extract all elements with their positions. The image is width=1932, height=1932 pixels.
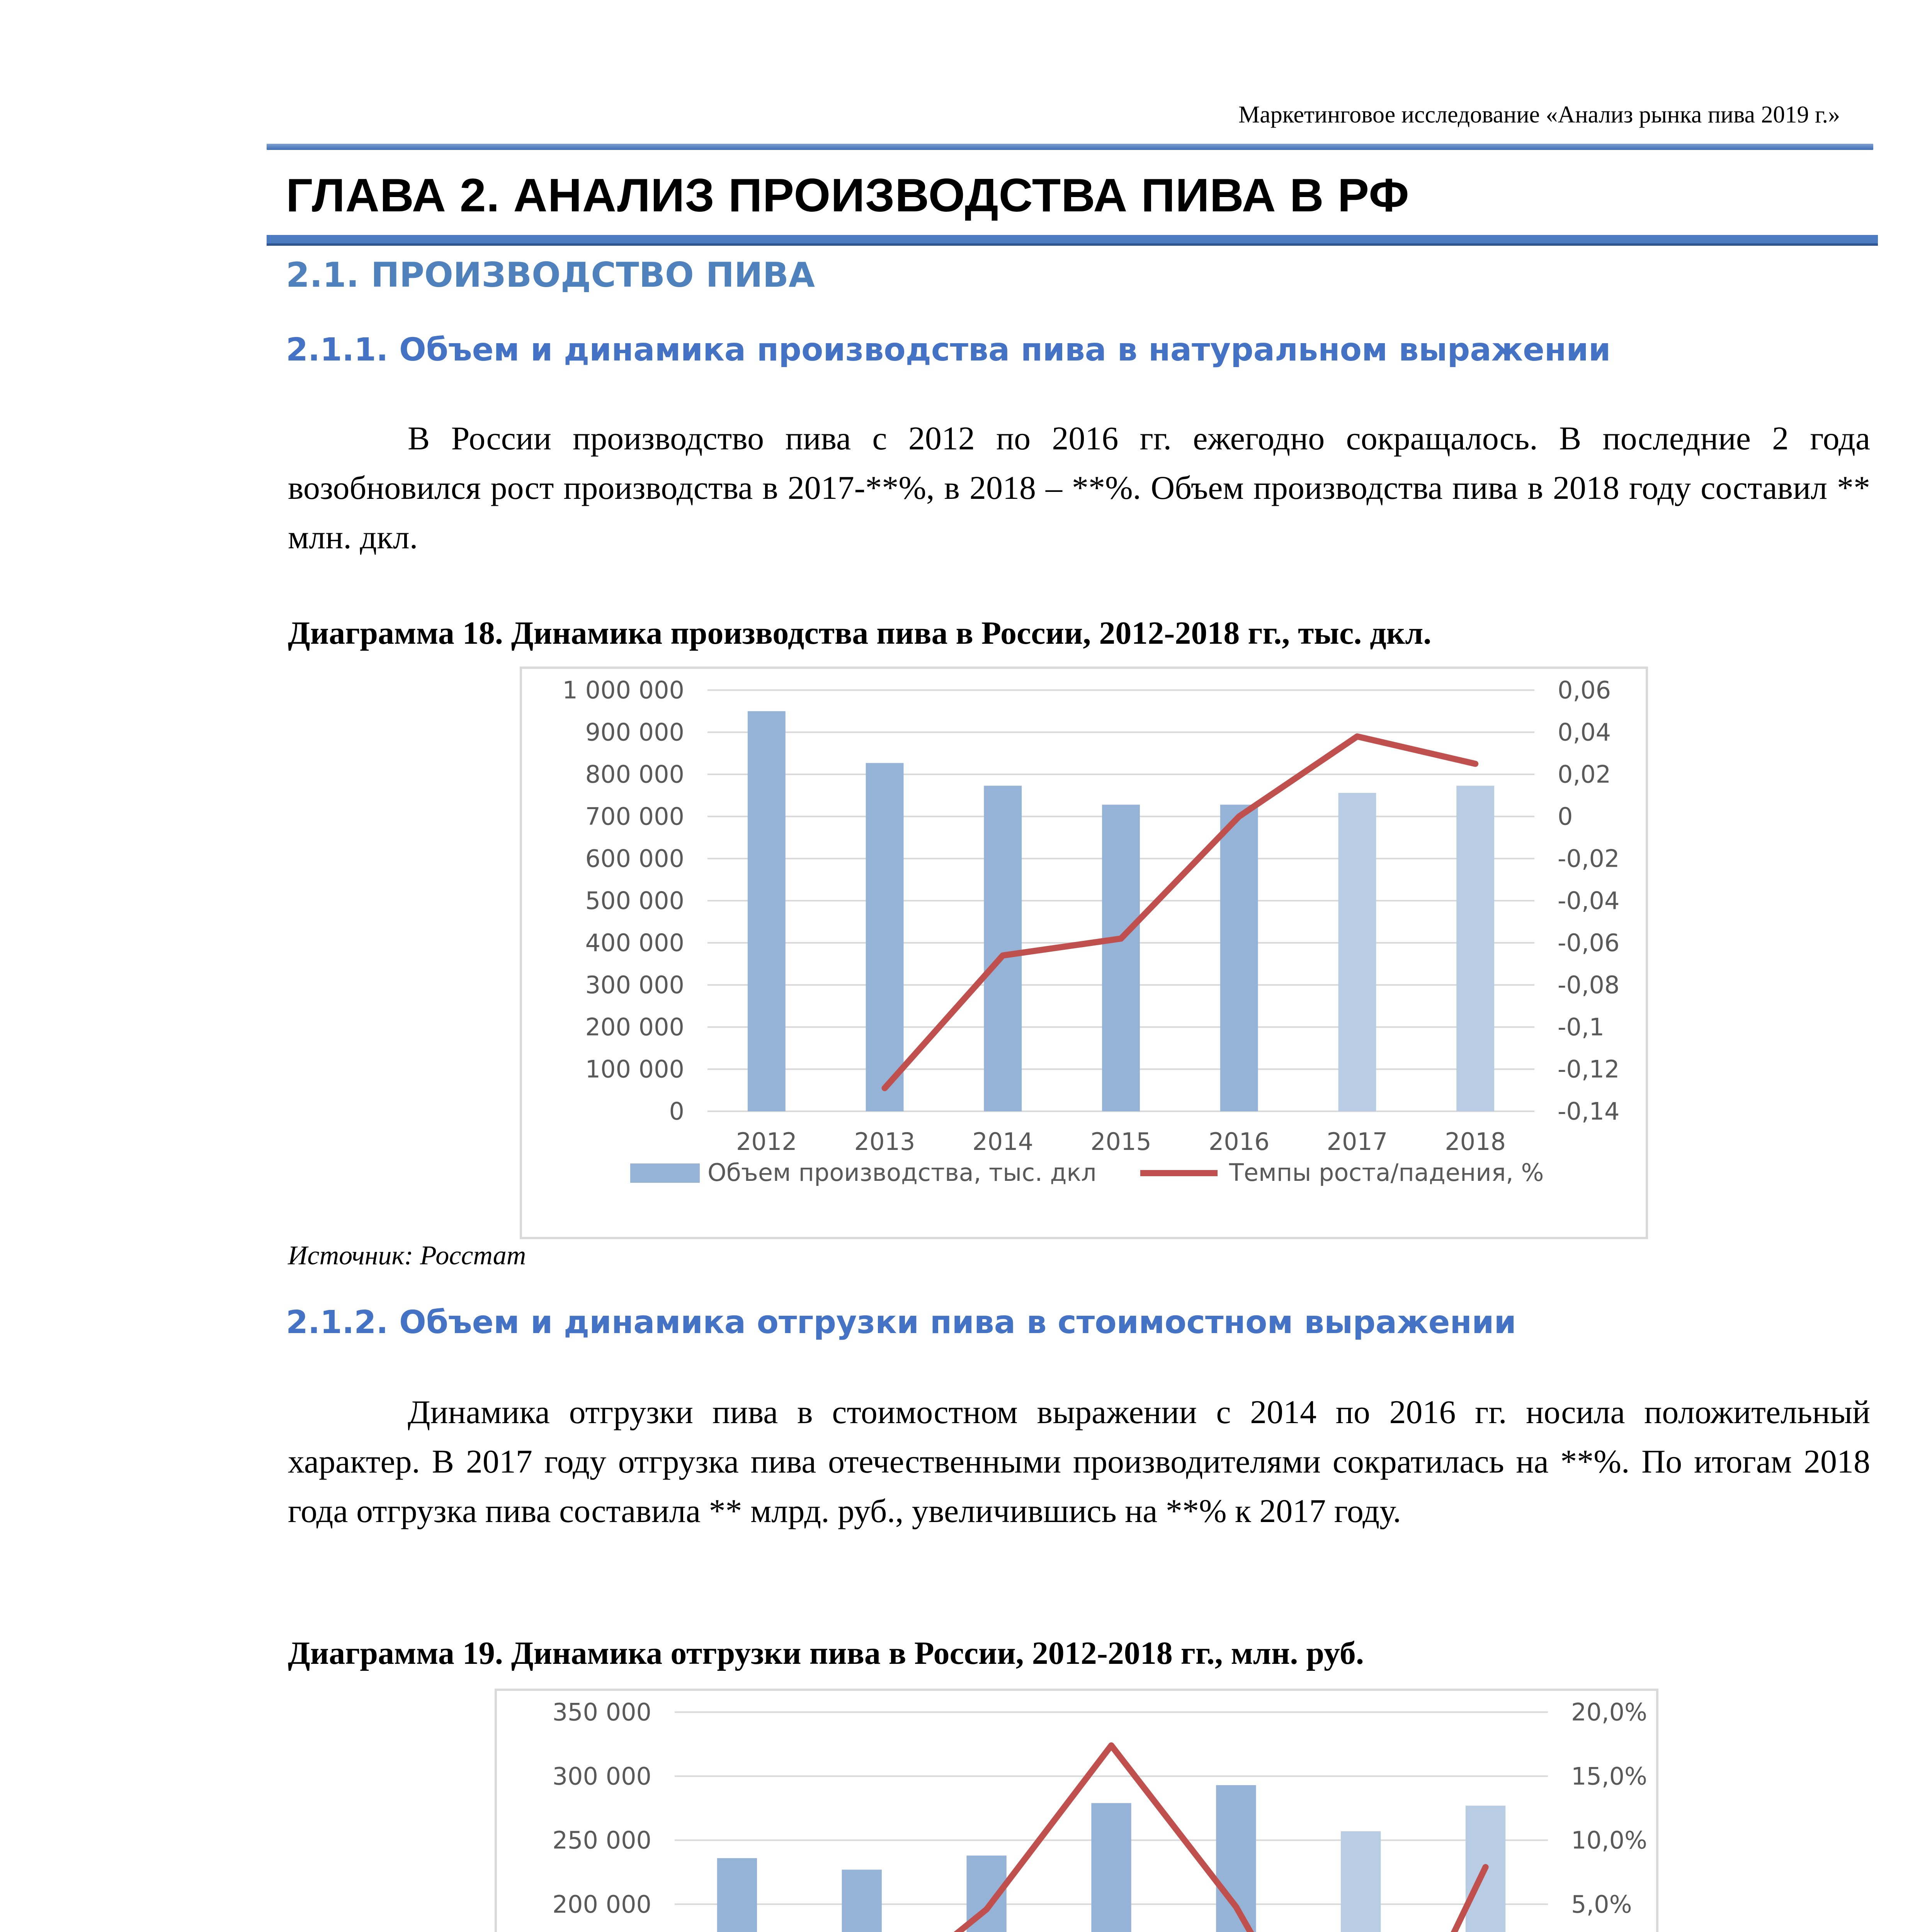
y-left-tick-label: 200 000 bbox=[585, 1013, 684, 1041]
x-tick-label: 2017 bbox=[1327, 1128, 1388, 1156]
bar-2012 bbox=[748, 711, 786, 1112]
legend-bar-swatch bbox=[630, 1163, 700, 1183]
x-tick-label: 2015 bbox=[1090, 1128, 1151, 1156]
subsection-title-shipment: 2.1.2. Объем и динамика отгрузки пива в стоимостном выражении bbox=[286, 1304, 1516, 1341]
y-left-tick-label: 300 000 bbox=[552, 1762, 651, 1791]
y-left-tick-label: 0 bbox=[669, 1097, 684, 1126]
y-left-tick-label: 700 000 bbox=[585, 802, 684, 831]
y-left-tick-label: 100 000 bbox=[585, 1055, 684, 1083]
diagram-18-source: Источник: Росстат bbox=[288, 1241, 526, 1270]
diagram-18-chart bbox=[520, 667, 1648, 1239]
y-left-tick-label: 200 000 bbox=[552, 1890, 651, 1918]
production-chart-svg bbox=[522, 669, 1646, 1237]
y-left-tick-label: 800 000 bbox=[585, 760, 684, 789]
chapter-rule bbox=[267, 235, 1878, 246]
bar-2013 bbox=[842, 1870, 882, 1932]
legend-line-label: Темпы роста/падения, % bbox=[1229, 1158, 1544, 1187]
x-tick-label: 2013 bbox=[854, 1128, 915, 1156]
growth-rate-line bbox=[885, 736, 1476, 1088]
bar-2017 bbox=[1341, 1831, 1381, 1932]
subsection-title-production: 2.1.1. Объем и динамика производства пива в натуральном выражении bbox=[286, 332, 1611, 368]
y-right-tick-label: 20,0% bbox=[1571, 1698, 1647, 1726]
x-tick-label: 2014 bbox=[972, 1128, 1034, 1156]
y-right-tick-label: 0 bbox=[1558, 802, 1573, 831]
y-left-tick-label: 1 000 000 bbox=[562, 676, 684, 704]
diagram-18-caption: Диаграмма 18. Динамика производства пива в России, 2012-2018 гг., тыс. дкл. bbox=[288, 615, 1432, 651]
chapter-title: ГЛАВА 2. АНАЛИЗ ПРОИЗВОДСТВА ПИВА В РФ bbox=[286, 169, 1410, 221]
y-right-tick-label: -0,02 bbox=[1558, 844, 1620, 873]
y-right-tick-label: -0,14 bbox=[1558, 1097, 1620, 1126]
paragraph-production: В России производство пива с 2012 по 2016 гг. ежегодно сокращалось. В последние 2 года возобновился рост производства в 2017-**%, в 2018 – **%. Объем производства пива в 2018 году составил ** млн. дкл. bbox=[288, 420, 1870, 556]
y-right-tick-label: -0,08 bbox=[1558, 971, 1620, 999]
y-right-tick-label: -0,1 bbox=[1558, 1013, 1604, 1041]
bar-2015 bbox=[1102, 804, 1140, 1111]
bar-2018 bbox=[1456, 786, 1494, 1111]
y-right-tick-label: 5,0% bbox=[1571, 1890, 1632, 1918]
y-right-tick-label: 0,04 bbox=[1558, 718, 1611, 747]
y-left-tick-label: 600 000 bbox=[585, 844, 684, 873]
y-left-tick-label: 400 000 bbox=[585, 929, 684, 957]
bar-2012 bbox=[717, 1858, 757, 1932]
y-left-tick-label: 500 000 bbox=[585, 886, 684, 915]
document-header: Маркетинговое исследование «Анализ рынка пива 2019 г.» bbox=[1238, 102, 1840, 128]
x-tick-label: 2018 bbox=[1445, 1128, 1506, 1156]
y-right-tick-label: 0,02 bbox=[1558, 760, 1611, 789]
y-left-tick-label: 900 000 bbox=[585, 718, 684, 747]
bar-2014 bbox=[984, 786, 1022, 1111]
bar-2015 bbox=[1091, 1803, 1131, 1932]
paragraph-shipment: Динамика отгрузки пива в стоимостном выражении с 2014 по 2016 гг. носила положительный характер. В 2017 году отгрузка пива отечественными производителями сократилась на **%. По итогам 2018 года отгрузка пива составила ** млрд. руб., увеличившись на **% к 2017 году. bbox=[288, 1393, 1870, 1529]
y-left-tick-label: 300 000 bbox=[585, 971, 684, 999]
y-right-tick-label: -0,12 bbox=[1558, 1055, 1620, 1083]
y-right-tick-label: 10,0% bbox=[1571, 1826, 1647, 1855]
shipment-chart-svg bbox=[497, 1691, 1656, 1932]
legend-bar-label: Объем производства, тыс. дкл bbox=[707, 1158, 1097, 1187]
y-right-tick-label: -0,06 bbox=[1558, 929, 1620, 957]
section-title: 2.1. ПРОИЗВОДСТВО ПИВА bbox=[286, 255, 815, 295]
y-right-tick-label: -0,04 bbox=[1558, 886, 1620, 915]
y-left-tick-label: 350 000 bbox=[552, 1698, 651, 1726]
y-right-tick-label: 0,06 bbox=[1558, 676, 1611, 704]
bar-2013 bbox=[866, 763, 904, 1111]
y-right-tick-label: 15,0% bbox=[1571, 1762, 1647, 1791]
x-tick-label: 2016 bbox=[1208, 1128, 1270, 1156]
diagram-19-caption: Диаграмма 19. Динамика отгрузки пива в России, 2012-2018 гг., млн. руб. bbox=[288, 1635, 1364, 1671]
bar-2017 bbox=[1338, 793, 1376, 1111]
diagram-19-chart bbox=[495, 1689, 1658, 1932]
header-rule bbox=[267, 144, 1873, 150]
y-left-tick-label: 250 000 bbox=[552, 1826, 651, 1855]
x-tick-label: 2012 bbox=[736, 1128, 797, 1156]
bar-2016 bbox=[1220, 804, 1258, 1111]
